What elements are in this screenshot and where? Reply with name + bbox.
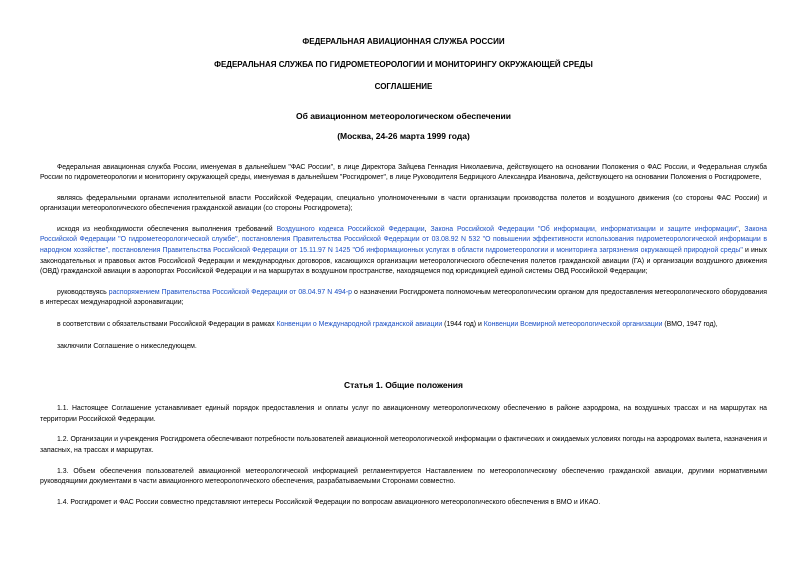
article-1-clause-3: 1.3. Объем обеспечения пользователей авиационной метеорологической информацией регламентируется Наставлением по метеорологическому обеспечению гражданской авиации, другими нормативными руководящими документами в части авиационного метеорологического обеспечения, разрабатываемыми Сторонами совместно. [40, 467, 767, 486]
preamble-paragraph-5: в соответствии с обязательствами Российской Федерации в рамках Конвенции о Международной гражданской авиации (1944 год) и Конвенции Всемирной метеорологической организации (ВМО, 1947 год), [57, 321, 718, 329]
document-subject: Об авиационном метеорологическом обеспечении [295, 111, 511, 121]
link-government-order[interactable]: распоряжением Правительства Российской Федерации от 08.04.97 N 494-р [108, 288, 352, 296]
article-1-clause-2: 1.2. Организации и учреждения Росгидромета обеспечивают потребности пользователей авиационной метеорологической информации о фактических и ожидаемых условиях погоды на аэродромах вылета, назначения и запасных, на трассах и маршрутах. [40, 436, 767, 454]
link-chicago-convention[interactable]: Конвенции о Международной гражданской авиации [276, 321, 443, 329]
agency-title-1: ФЕДЕРАЛЬНАЯ АВИАЦИОННАЯ СЛУЖБА РОССИИ [302, 37, 505, 46]
preamble-paragraph-2: являясь федеральными органами исполнительной власти Российской Федерации, специально уполномоченными в части организации производства полетов и воздушного движения (со стороны ФАС России) и организации метеорологического обеспечения гражданской авиации (со стороны Росгидромета); [40, 194, 767, 213]
preamble-paragraph-3: исходя из необходимости обеспечения выполнения требований Воздушного кодекса Российской Федерации, Закона Российской Федерации "Об информации, информатизации и защите информации", Закона Российской Федерации "О гидрометеорологической службе", постановления Правительства Российской Федерации от 03.08.92 N 532 "О повышении эффективности использования гидрометеорологической информации в народном хозяйстве", постановления Правительства Российской Федерации от 15.11.97 N 1425 "Об информационных услугах в области гидрометеорологии и мониторинга загрязнения окружающей природной среды" и иных законодательных и правовых актов Российской Федерации и международных договоров, касающихся организации метеорологического обеспечения полетов гражданской авиации (ГА) и организации воздушного движения (ОВД) гражданской авиации в аэропортах Российской Федерации и на маршрутах в воздушном пространстве, находящемся под юрисдикцией единой системы ОВД Российской Федерации; [40, 225, 767, 276]
document-date: (Москва, 24-26 марта 1999 года) [337, 130, 470, 141]
link-information-law[interactable]: Закона Российской Федерации "Об информации, информатизации и защите информации" [430, 225, 739, 233]
article-1-title: Статья 1. Общие положения [344, 380, 463, 391]
article-1-clause-4: 1.4. Росгидромет и ФАС России совместно представляют интересы Российской Федерации по вопросам авиационного метеорологического обеспечения в ВМО и ИКАО. [57, 498, 601, 506]
document-type-title: СОГЛАШЕНИЕ [374, 82, 433, 91]
link-hydromet-law[interactable]: Закона Российской Федерации "О гидрометеорологической службе", постановления Правительства Российской Федерации от 03.08.92 N 532 "О повышении эффективности использования гидрометеорологической информации в народном хозяйстве", постановления Правительства Российской Федерации от 15.11.97 N 1425 "Об информационных услугах в области гидрометеорологии и мониторинга загрязнения окружающей природной среды" [40, 225, 767, 255]
article-1-clause-1: 1.1. Настоящее Соглашение устанавливает единый порядок предоставления и оплаты услуг по авиационному метеорологическому обеспечению в районе аэродрома, на воздушных трассах и на маршрутах на территории Российской Федерации. [40, 405, 767, 423]
preamble-paragraph-4: руководствуясь распоряжением Правительства Российской Федерации от 08.04.97 N 494-р о назначении Росгидромета полномочным метеорологическим органом для предоставления метеорологического оборудования в интересах международной аэронавигации; [40, 288, 767, 307]
preamble-paragraph-6: заключили Соглашение о нижеследующем. [57, 342, 197, 350]
preamble-paragraph-1: Федеральная авиационная служба России, именуемая в дальнейшем "ФАС России", в лице Директора Зайцева Геннадия Николаевича, действующего на основании Положения о ФАС России, и Федеральная служба России по гидрометеорологии и мониторингу окружающей среды, именуемая в дальнейшем "Росгидромет", в лице Руководителя Бедрицкого Александра Ивановича, действующего на основании Положения о Росгидромете, [40, 163, 767, 182]
agency-title-2: ФЕДЕРАЛЬНАЯ СЛУЖБА ПО ГИДРОМЕТЕОРОЛОГИИ И МОНИТОРИНГУ ОКРУЖАЮЩЕЙ СРЕДЫ [214, 60, 593, 69]
link-wmo-convention[interactable]: Конвенции Всемирной метеорологической организации [483, 321, 663, 329]
link-air-code[interactable]: Воздушного кодекса Российской Федерации [276, 225, 425, 233]
